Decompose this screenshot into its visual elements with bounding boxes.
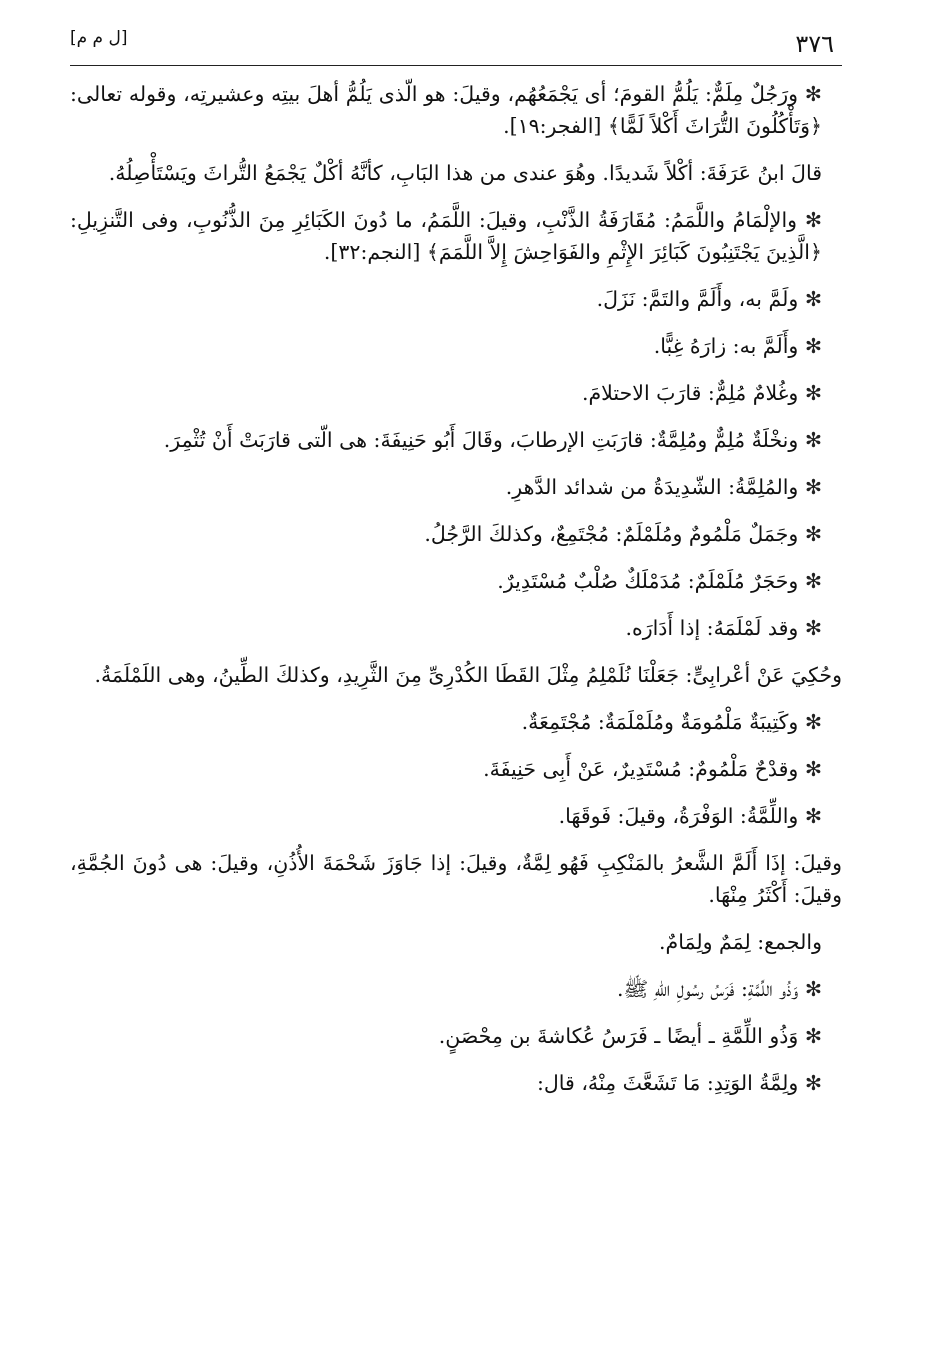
- dictionary-entry: ✻ وكَتِيبَةٌ مَلْمُومَةٌ ومُلَمْلَمَةٌ: مُجْتَمِعَةٌ.: [70, 706, 842, 738]
- dictionary-entry: ✻ والإلْمَامُ واللَّمَمُ: مُقَارَفَةُ الذَّنْبِ، وقيلَ: اللَّمَمُ، ما دُونَ الكَبَائِرِ مِنَ الذُّنُوبِ، وفى التَّنزِيلِ: ﴿الَّذِينَ يَجْتَنِبُونَ كَبَائِرَ الإِثْمِ والفَوَاحِشَ إِلاَّ اللَّمَمَ﴾ [النجم:٣٢].: [70, 204, 842, 268]
- dictionary-entry: ✻ وأَلَمَّ به: زارَهُ غِبًّا.: [70, 330, 842, 362]
- dictionary-entry: وحُكِيَ عَنْ أعْرابِىٍّ: جَعَلْنَا نُلَمْلِمُ مِثْلَ القَطَا الكُدْرِىِّ مِنَ الثَّرِيدِ، وكذلكَ الطِّينُ، وهى اللَمْلَمَةُ.: [94, 663, 842, 687]
- dictionary-entry: ✻ وجَمَلٌ مَلْمُومٌ ومُلَمْلَمٌ: مُجْتَمِعٌ، وكذلكَ الرَّجُلُ.: [70, 518, 842, 550]
- page-header: [70, 22, 842, 66]
- header-rule: [70, 65, 842, 66]
- section-mark: [ل م م]: [70, 28, 128, 48]
- dictionary-entry: ✻ ونخْلَةٌ مُلِمٌّ ومُلِمَّةٌ: قارَبَتِ الإرطابَ، وقَالَ أَبُو حَنِيفَةَ: هى الّتى قارَبَتْ أَنْ تُثْمِرَ.: [70, 424, 842, 456]
- dictionary-entry: ✻ وحَجَرٌ مُلَمْلَمٌ: مُدَمْلَكٌ صُلْبٌ مُسْتَدِيرٌ.: [70, 565, 842, 597]
- dictionary-entry: ✻ والمُلِمَّةُ: الشّدِيدَةُ من شدائد الدَّهرِ.: [70, 471, 842, 503]
- dictionary-text: [70, 78, 842, 1114]
- dictionary-entry: قالَ ابنُ عَرَفَةَ: أكْلاً شَديدًا. وهُوَ عندى من هذا البَابِ، كأنَّهُ أكْلٌ يَجْمَعُ التُّراثَ ويَسْتَأْصِلُهُ.: [108, 161, 822, 185]
- dictionary-entry: وقيلَ: إذَا أَلَمَّ الشَّعرُ بالمَنْكِبِ فَهُو لِمَّةٌ، وقيلَ: إذا جَاوَزَ شَحْمَةَ الأُذُنِ، وقيلَ: هى دُونَ الجُمَّةِ، وقيلَ: أَكْثَرُ مِنْهَا.: [70, 851, 842, 907]
- dictionary-entry: ✻ ورَجُلٌ مِلَمٌّ: يَلُمُّ القومَ؛ أى يَجْمَعُهُم، وقيلَ: هو الّذى يَلُمُّ أهلَ بيتِه وعشيرتِه، وقوله تعالى: ﴿وَتَأْكُلُونَ التُّرَاثَ أَكْلاً لَمًّا﴾ [الفجر:١٩].: [70, 78, 842, 142]
- dictionary-entry: ✻ ولِمَّةُ الوَتِدِ: مَا تَشَعَّثَ مِنْهُ، قال:: [70, 1067, 842, 1099]
- dictionary-entry: ✻ وقدْحٌ مَلْمُومٌ: مُسْتَدِيرٌ، عَنْ أَبِى حَنِيفَةَ.: [70, 753, 842, 785]
- dictionary-entry: ✻ واللِّمَّةُ: الوَفْرَةُ، وقيلَ: فَوقَهَا.: [70, 800, 842, 832]
- dictionary-entry: ✻ ولَمَّ به، وأَلَمَّ والتَمَّ: نَزَلَ.: [70, 283, 842, 315]
- dictionary-entry: والجمع: لِمَمٌ ولِمَامٌ.: [659, 930, 822, 954]
- dictionary-entry: ✻ وقد لَمْلَمَهُ: إذا أَدَارَه.: [70, 612, 842, 644]
- page-number: ٣٧٦: [795, 30, 834, 58]
- dictionary-entry: ✻ وَذُو اللِّمَّةِ ـ أيضًا ـ فَرَسُ عُكاشةَ بن مِحْصَنٍ.: [70, 1020, 842, 1052]
- dictionary-entry: ✻ وَذُو اللِّمَّةِ: فَرَسُ رسُولِ اللهِ ﷺ.: [70, 973, 842, 1005]
- dictionary-entry: ✻ وغُلامٌ مُلِمٌّ: قارَبَ الاحتلامَ.: [70, 377, 842, 409]
